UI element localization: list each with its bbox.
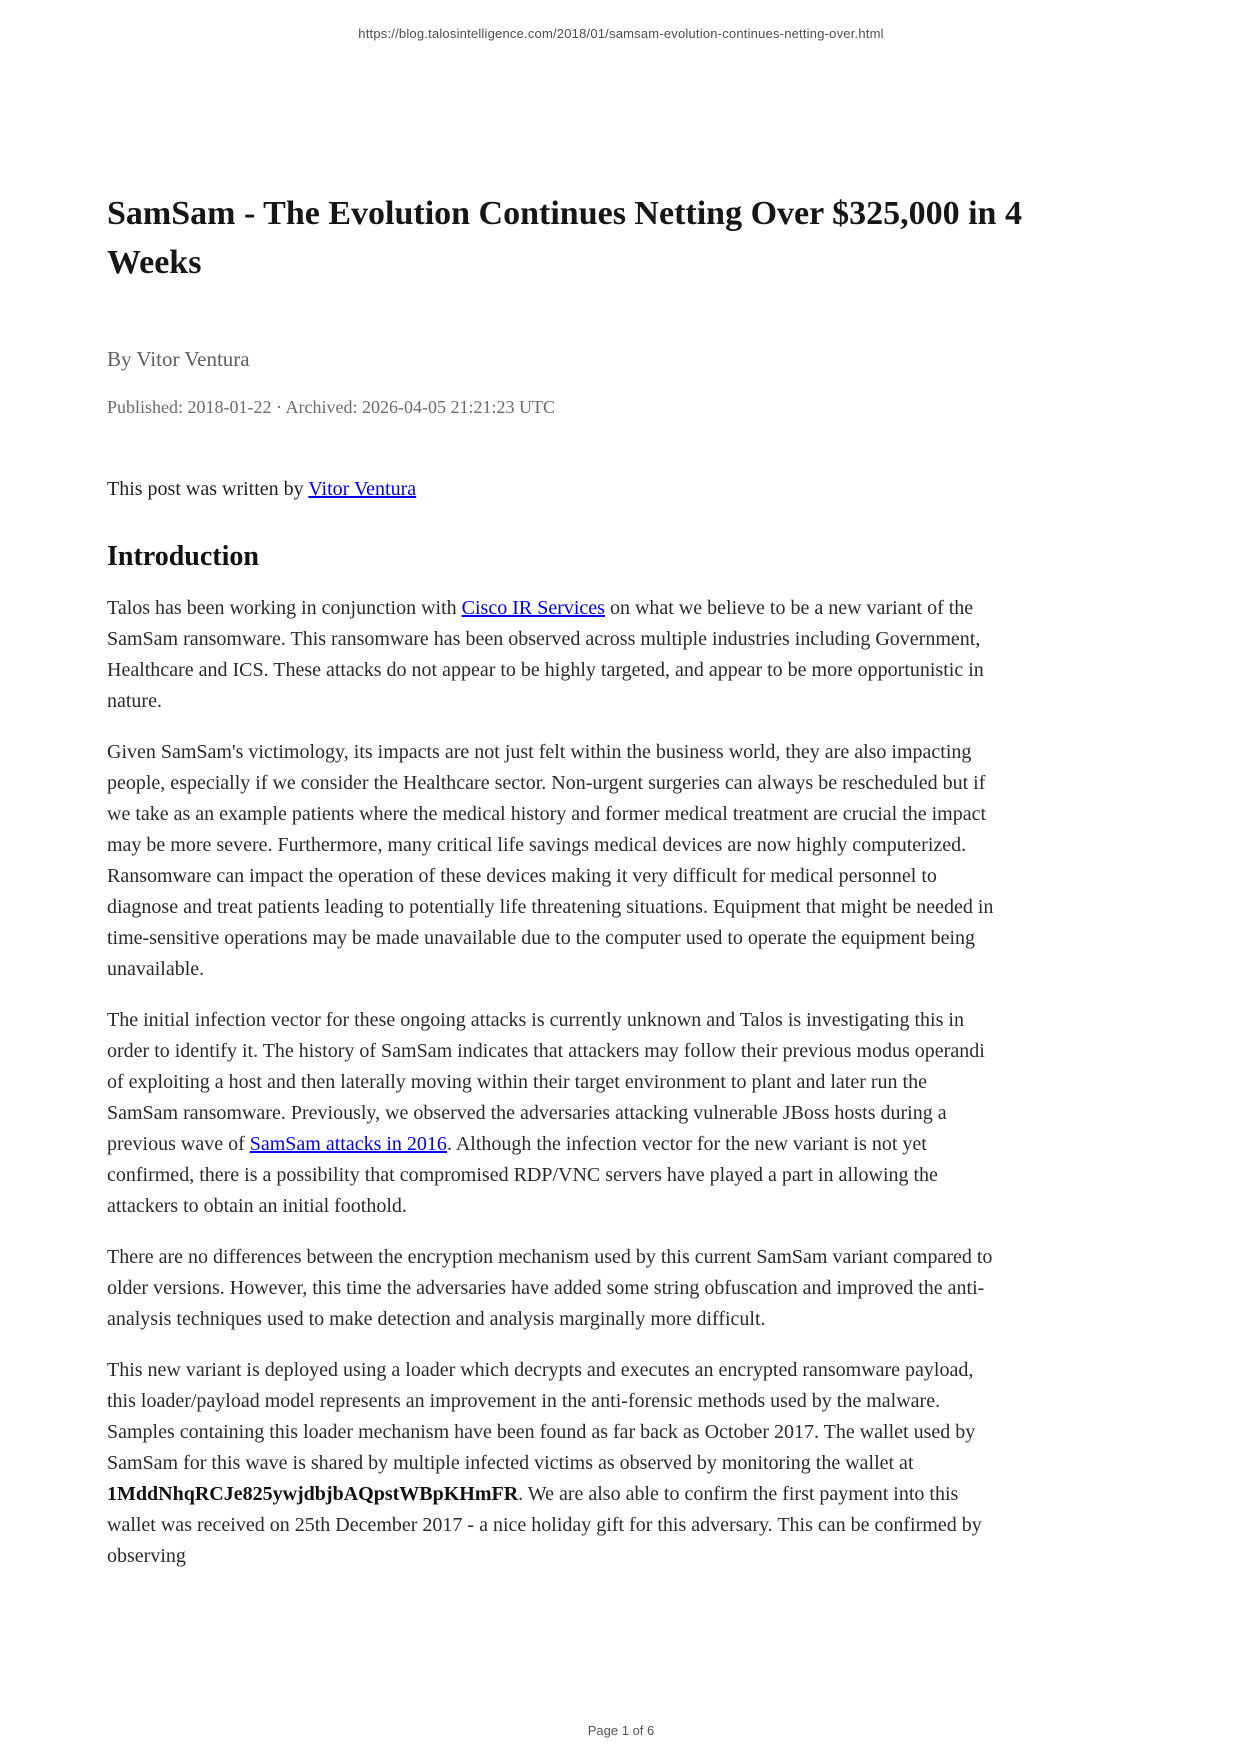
- paragraph-text: Talos has been working in conjunction with: [107, 597, 462, 619]
- bold-wallet-address: 1MddNhqRCJe825ywjdbjbAQpstWBpKHmFR: [107, 1483, 519, 1505]
- article-paragraph: [107, 1242, 1000, 1335]
- inline-link[interactable]: SamSam attacks in 2016: [249, 1133, 447, 1155]
- paragraph-text: . Although the infection vector for the new variant is not yet confirmed, there is a possibility that compromised RDP/VNC servers have played a part in allowing the attackers to obtain an initial foothold.: [107, 1133, 938, 1217]
- paragraph-text: on what we believe to be a new variant of the SamSam ransomware. This ransomware has been observed across multiple industries including Government, Healthcare and ICS. These attacks do not appear to be highly targeted, and appear to be more opportunistic in nature.: [107, 597, 984, 712]
- article-paragraph: [107, 1005, 1000, 1222]
- print-header-url: https://blog.talosintelligence.com/2018/01/samsam-evolution-continues-netting-over.html: [358, 26, 884, 41]
- article-body: [107, 593, 1000, 1572]
- page-title: SamSam - The Evolution Continues Netting Over $325,000 in 4 Weeks: [107, 195, 1022, 281]
- attribution-line: [107, 478, 1000, 501]
- paragraph-text: This new variant is deployed using a loader which decrypts and executes an encrypted ransomware payload, this loader/payload model represents an improvement in the anti-forensic methods used by the malware. Samples containing this loader mechanism have been found as far back as October 2017. The wallet used by SamSam for this wave is shared by multiple infected victims as observed by monitoring the wallet at: [107, 1359, 976, 1474]
- paragraph-text: The initial infection vector for these ongoing attacks is currently unknown and Talos is investigating this in order to identify it. The history of SamSam indicates that attackers may follow their previous modus operandi of exploiting a host and then laterally moving within their target environment to plant and later run the SamSam ransomware. Previously, we observed the adversaries attacking vulnerable JBoss hosts during a previous wave of: [107, 1009, 985, 1155]
- article-paragraph: [107, 593, 1000, 717]
- page-number-footer: Page 1 of 6: [587, 1723, 655, 1738]
- published-archived-meta: Published: 2018-01-22 · Archived: 2026-04-05 21:21:23 UTC: [107, 397, 555, 417]
- article-paragraph: [107, 1355, 1000, 1572]
- paragraph-text: . We are also able to confirm the first payment into this wallet was received on 25th December 2017 - a nice holiday gift for this adversary. This can be confirmed by observing: [107, 1483, 982, 1567]
- inline-link[interactable]: Cisco IR Services: [461, 597, 605, 619]
- author-link[interactable]: Vitor Ventura: [308, 478, 417, 500]
- paragraph-text: There are no differences between the encryption mechanism used by this current SamSam variant compared to older versions. However, this time the adversaries have added some string obfuscation and improved the anti-analysis techniques used to make detection and analysis marginally more difficult.: [107, 1246, 993, 1330]
- paragraph-text: Given SamSam's victimology, its impacts are not just felt within the business world, they are also impacting people, especially if we consider the Healthcare sector. Non-urgent surgeries can always be rescheduled but if we take as an example patients where the medical history and former medical treatment are crucial the impact may be more severe. Furthermore, many critical life savings medical devices are now highly computerized. Ransomware can impact the operation of these devices making it very difficult for medical personnel to diagnose and treat patients leading to potentially life threatening situations. Equipment that might be needed in time-sensitive operations may be made unavailable due to the computer used to operate the equipment being unavailable.: [107, 741, 994, 980]
- article-paragraph: [107, 737, 1000, 985]
- byline: By Vitor Ventura: [107, 347, 250, 371]
- attribution-prefix: This post was written by: [107, 478, 309, 500]
- section-heading-introduction: Introduction: [107, 541, 259, 572]
- article-content: [107, 189, 1022, 1572]
